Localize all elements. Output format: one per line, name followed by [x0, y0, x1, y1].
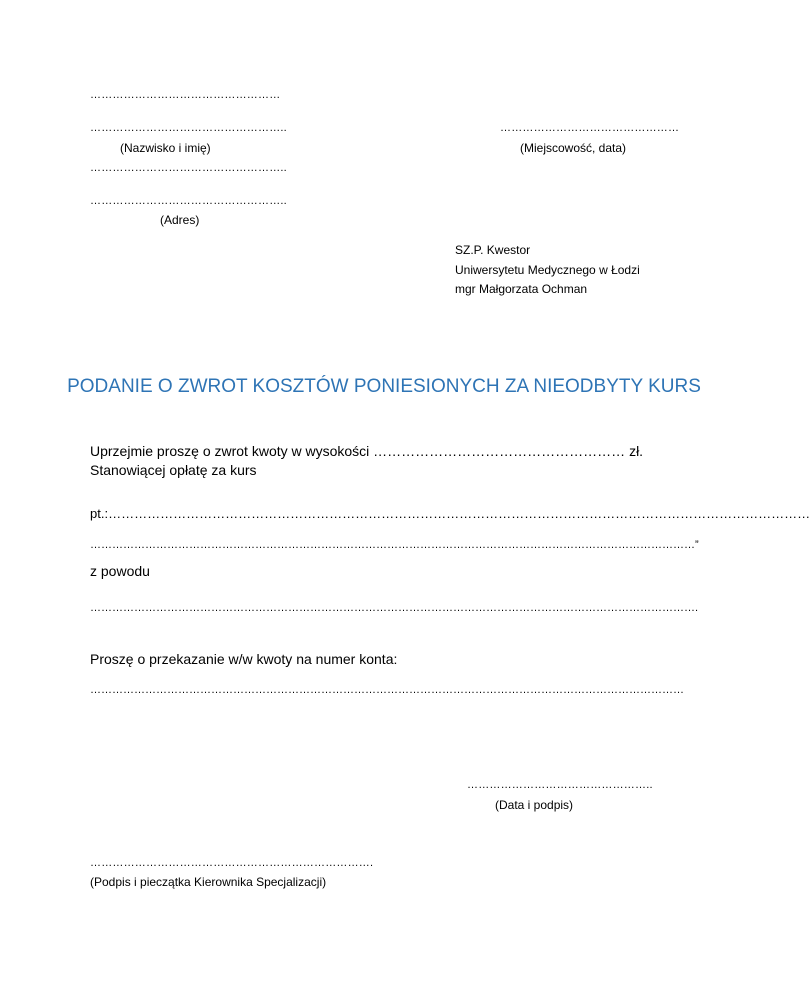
- address-field-label: (Adres): [160, 213, 200, 227]
- document-title: PODANIE O ZWROT KOSZTÓW PONIESIONYCH ZA NIEODBYTY KURS: [67, 376, 701, 397]
- name-field-label: (Nazwisko i imię): [120, 141, 211, 155]
- transfer-label: Proszę o przekazanie w/w kwoty na numer konta:: [90, 651, 398, 667]
- reason-label: z powodu: [90, 563, 150, 579]
- reason-line[interactable]: ………………………………………………………………………………………………………………………………………………….: [90, 602, 699, 614]
- course-name-line[interactable]: pt.:………………………………………………………………………………………………………………………………………………: [90, 506, 810, 521]
- manager-signature-label: (Podpis i pieczątka Kierownika Specjalizacji): [90, 875, 327, 889]
- course-label: Stanowiącej opłatę za kurs: [90, 462, 257, 478]
- recipient-line-3: mgr Małgorzata Ochman: [455, 282, 588, 296]
- manager-signature-line[interactable]: ………………………………………………………………….: [90, 857, 374, 869]
- top-blank-line[interactable]: ……………………………………………: [90, 89, 281, 101]
- place-date-field-label: (Miejscowość, data): [520, 141, 627, 155]
- course-name-continuation-line[interactable]: …………………………………………………………………………………………………………………………………………………”: [90, 539, 699, 551]
- amount-line[interactable]: Uprzejmie proszę o zwrot kwoty w wysokości ……………………………………………… zł.: [90, 443, 644, 459]
- place-date-field-line[interactable]: …………………………………………: [500, 122, 680, 134]
- address-field-line-1[interactable]: ……………………………………………..: [90, 162, 287, 174]
- account-number-line[interactable]: ………………………………………………………………………………………………………………………………………………: [90, 684, 684, 696]
- signature-label: (Data i podpis): [495, 798, 574, 812]
- name-field-line[interactable]: ……………………………………………..: [90, 122, 287, 134]
- recipient-line-2: Uniwersytetu Medycznego w Łodzi: [455, 263, 640, 277]
- signature-line[interactable]: …………………………………………..: [467, 779, 653, 791]
- address-field-line-2[interactable]: ……………………………………………..: [90, 195, 287, 207]
- recipient-line-1: SZ.P. Kwestor: [455, 243, 531, 257]
